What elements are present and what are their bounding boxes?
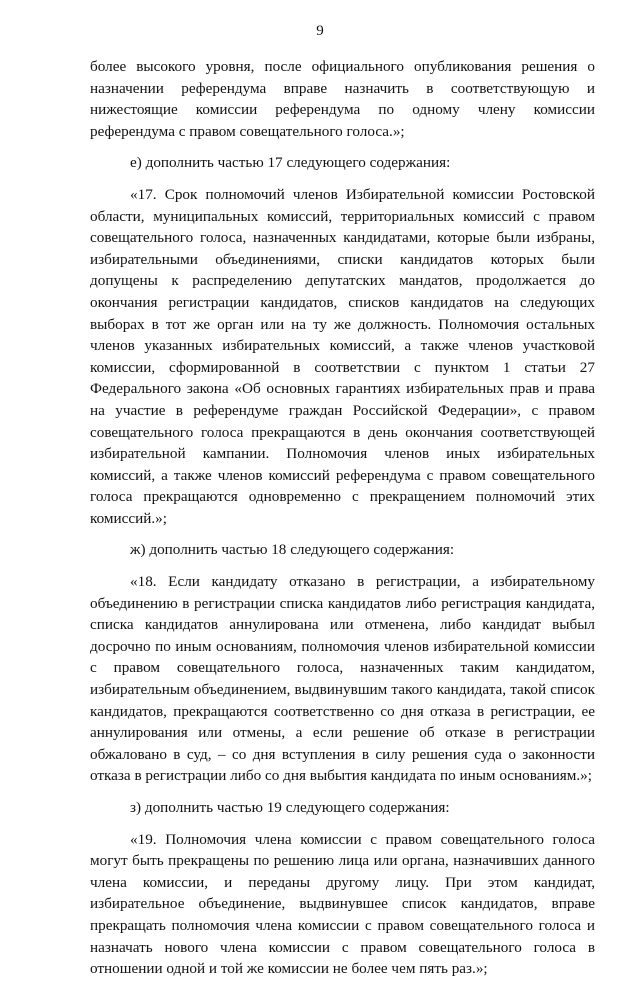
paragraph-part-19: «19. Полномочия члена комиссии с правом совещательного голоса могут быть прекращены по решению лица или органа, назначивших данного члена комиссии, и переданы другому лицу. При этом кандидат, избирательное объединение, выдвинувшее список кандидатов, вправе прекращать полномочия члена комиссии с правом совещательного голоса и назначать нового члена комиссии с правом совещательного голоса в отношении одной и той же комиссии не более чем пять раз.»; [90, 830, 595, 978]
paragraph-part-17: «17. Срок полномочий членов Избирательной комиссии Ростовской области, муниципальных комиссий, территориальных комиссий с правом совещательного голоса, назначенных кандидатами, которые были избраны, избирательными объединениями, списки кандидатов которых были допущены к распределению депутатских мандатов, продолжается до окончания регистрации кандидатов, списков кандидатов на следующих выборах в тот же орган или на ту же должность. Полномочия остальных членов указанных избирательных комиссий, а также членов участковой комиссии, сформированной в соответствии с пунктом 1 статьи 27 Федерального закона «Об основных гарантиях избирательных прав и права на участие в референдуме граждан Российской Федерации», с правом совещательного голоса прекращаются в день окончания соответствующей избирательной кампании. Полномочия членов иных избирательных комиссий, а также членов комиссий референдума с правом совещательного голоса прекращаются одновременно с прекращением полномочий этих комиссий.»; [90, 185, 595, 527]
paragraph-continuation: более высокого уровня, после официального опубликования решения о назначении референдума вправе назначить в соответствующую и нижестоящие комиссии референдума по одному члену комиссии референдума с правом совещательного голоса.»; [90, 58, 595, 140]
paragraph-amendment-e: е) дополнить частью 17 следующего содержания: [130, 154, 451, 172]
paragraph-amendment-zh: ж) дополнить частью 18 следующего содержания: [130, 541, 455, 559]
page-number: 9 [316, 23, 324, 39]
document-body [90, 56, 595, 990]
paragraph-part-18: «18. Если кандидату отказано в регистрации, а избирательному объединению в регистрации списка кандидатов либо регистрация кандидата, списка кандидатов аннулирована или отменена, либо кандидат выбыл досрочно по иным основаниям, полномочия членов избирательной комиссии с правом совещательного голоса, назначенных таким кандидатом, избирательным объединением, выдвинувшим такого кандидата, такой список кандидатов, прекращаются соответственно со дня отказа в регистрации, ее аннулирования или отмены, а если решение об отказе в регистрации обжаловано в суд, – со дня вступления в силу решения суда о законности отказа в регистрации либо со дня выбытия кандидата по иным основаниям.»; [90, 573, 595, 785]
paragraph-amendment-z: з) дополнить частью 19 следующего содержания: [130, 799, 450, 816]
